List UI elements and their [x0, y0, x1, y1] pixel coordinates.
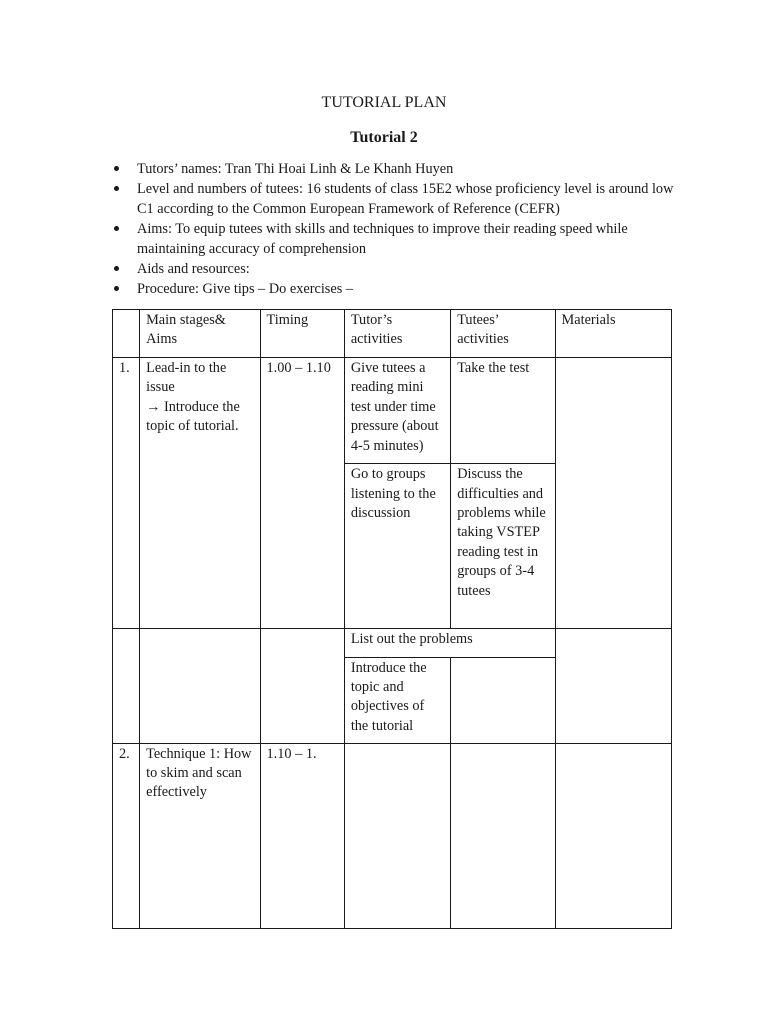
- stage-title: Lead-in to the issue: [146, 360, 227, 396]
- bullet-item-tutors: [112, 159, 692, 179]
- tutor-activity-cell: Introduce the topic and objectives of the tutorial: [344, 657, 450, 743]
- bullet-text: Aids and resources:: [137, 261, 250, 277]
- header-number: [113, 310, 140, 358]
- tutees-activity-cell: Discuss the difficulties and problems while taking VSTEP reading test in groups of 3-4 tutees: [451, 464, 555, 629]
- tutees-activity-cell: [451, 743, 555, 928]
- timing-cell: 1.10 – 1.: [260, 743, 344, 928]
- tutees-activity-cell: [451, 657, 555, 743]
- stage-cell: Technique 1: How to skim and scan effectively: [140, 743, 260, 928]
- bullet-dot-icon: [114, 226, 119, 231]
- bullet-text: Procedure: Give tips – Do exercises –: [137, 281, 353, 297]
- page-title: TUTORIAL PLAN: [321, 94, 447, 111]
- info-bullet-list: [112, 159, 692, 299]
- page-subtitle: Tutorial 2: [350, 129, 418, 146]
- table-header-row: [113, 310, 672, 358]
- stage-cell: [140, 358, 260, 629]
- materials-cell: [555, 358, 671, 629]
- tutor-activity-cell: [344, 743, 450, 928]
- bullet-text: Tutors’ names: Tran Thi Hoai Linh & Le Khanh Huyen: [137, 161, 454, 177]
- bullet-text: Level and numbers of tutees: 16 students of class 15E2 whose proficiency level is around low C1 according to the Common European Framework of Reference (CEFR): [137, 181, 674, 217]
- bullet-dot-icon: [114, 186, 119, 191]
- row-number: 2.: [113, 743, 140, 928]
- header-materials: Materials: [555, 310, 671, 358]
- bullet-text: Aims: To equip tutees with skills and techniques to improve their reading speed while maintaining accuracy of comprehension: [137, 221, 628, 257]
- bullet-item-aids: [112, 259, 692, 279]
- row-number: [113, 629, 140, 743]
- bullet-item-aims: [112, 219, 692, 259]
- header-tutees-activities: Tutees’ activities: [451, 310, 555, 358]
- row-number: 1.: [113, 358, 140, 629]
- stage-cell: [140, 629, 260, 743]
- tutor-activity-cell: Go to groups listening to the discussion: [344, 464, 450, 629]
- materials-cell: [555, 629, 671, 743]
- bullet-dot-icon: [114, 286, 119, 291]
- timing-cell: 1.00 – 1.10: [260, 358, 344, 629]
- bullet-dot-icon: [114, 166, 119, 171]
- table-row: [113, 629, 672, 657]
- header-timing: Timing: [260, 310, 344, 358]
- header-stages: Main stages& Aims: [140, 310, 260, 358]
- tutor-activity-cell: Give tutees a reading mini test under time pressure (about 4-5 minutes): [344, 358, 450, 464]
- materials-cell: [555, 743, 671, 928]
- stage-aim: → Introduce the topic of tutorial.: [146, 398, 240, 435]
- tutees-activity-cell: Take the test: [451, 358, 555, 464]
- timing-cell: [260, 629, 344, 743]
- header-tutor-activities: Tutor’s activities: [344, 310, 450, 358]
- table-row: [113, 743, 672, 928]
- tutorial-plan-table: [112, 309, 672, 929]
- activity-span-cell: List out the problems: [344, 629, 555, 657]
- bullet-item-procedure: [112, 279, 692, 299]
- table-row: [113, 358, 672, 464]
- bullet-dot-icon: [114, 266, 119, 271]
- bullet-item-level: [112, 179, 692, 219]
